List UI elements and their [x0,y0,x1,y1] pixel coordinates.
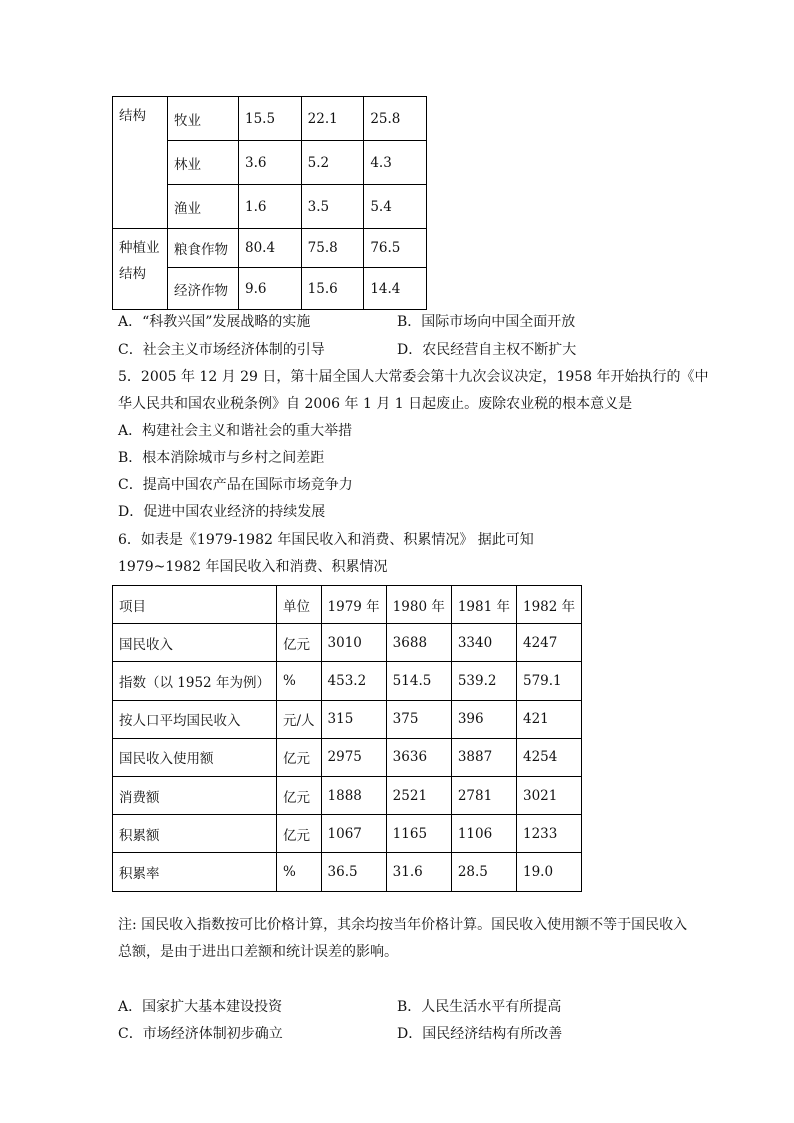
q5-option-a: A．构建社会主义和谐社会的重大举措 [118,423,353,439]
table-cell: 14.4 [364,268,427,310]
table-cell: 牧业 [168,97,239,141]
table-header-cell: 1979 年 [321,586,386,624]
q5-option-d: D．促进中国农业经济的持续发展 [118,504,326,520]
table-cell: 2975 [321,738,386,776]
table-cell: 2781 [451,776,516,814]
table-cell: 28.5 [451,853,516,891]
table-cell: 375 [386,700,451,738]
q4-option-b: B．国际市场向中国全面开放 [397,314,576,330]
table-header-cell: 1981 年 [451,586,516,624]
table-cell: 3.6 [239,141,302,185]
table-row [113,97,427,141]
table-cell: 国民收入 [113,624,277,662]
table-row [113,662,582,700]
table-cell: 积累额 [113,815,277,853]
table-row [113,624,582,662]
table-row [113,853,582,891]
table-cell: 75.8 [301,229,364,268]
table-cell: 3.5 [301,185,364,229]
q6-stem: 6．如表是《1979-1982 年国民收入和消费、积累情况》 据此可知 [118,532,534,548]
table-cell-category: 结构 [113,97,168,229]
table-cell: 15.5 [239,97,302,141]
q5-stem-line1: 5．2005 年 12 月 29 日，第十届全国人大常委会第十九次会议决定，1958 年开始执行的《中 [118,369,709,385]
table-cell: 4247 [516,624,581,662]
table-cell: 亿元 [276,624,321,662]
table-cell: 3688 [386,624,451,662]
table-cell: 积累率 [113,853,277,891]
table-cell: 25.8 [364,97,427,141]
table-cell: 亿元 [276,776,321,814]
table-cell: 元/人 [276,700,321,738]
table-row [113,738,582,776]
table-cell: 19.0 [516,853,581,891]
table-header-row [113,586,582,624]
q6-table-caption: 1979~1982 年国民收入和消费、积累情况 [118,559,388,575]
table-cell-category: 种植业结构 [113,229,168,310]
table-cell: 36.5 [321,853,386,891]
table-cell: 2521 [386,776,451,814]
q6-option-b: B．人民生活水平有所提高 [397,999,562,1015]
table-header-cell: 项目 [113,586,277,624]
q4-option-c: C．社会主义市场经济体制的引导 [118,342,325,358]
table-cell: 消费额 [113,776,277,814]
q5-option-c: C．提高中国农产品在国际市场竞争力 [118,477,353,493]
table-cell: 539.2 [451,662,516,700]
table-cell: 315 [321,700,386,738]
table-header-cell: 单位 [276,586,321,624]
q6-note: 注: 国民收入指数按可比价格计算，其余均按当年价格计算。国民收入使用额不等于国民收入总额，是由于进出口差额和统计误差的影响。 [118,917,688,960]
table-cell: 76.5 [364,229,427,268]
table-cell: 3340 [451,624,516,662]
table-cell: 4254 [516,738,581,776]
table-cell: 3887 [451,738,516,776]
table-cell: 453.2 [321,662,386,700]
table-cell: 579.1 [516,662,581,700]
q6-option-d: D．国民经济结构有所改善 [397,1026,563,1042]
table-cell: 514.5 [386,662,451,700]
table-cell: 亿元 [276,815,321,853]
table-cell: 粮食作物 [168,229,239,268]
table-cell: 1106 [451,815,516,853]
table-cell: 3010 [321,624,386,662]
q6-option-a: A．国家扩大基本建设投资 [118,999,283,1015]
table-cell: 经济作物 [168,268,239,310]
income-table [112,585,582,892]
table-cell: 指数（以 1952 年为例） [113,662,277,700]
table-cell: 396 [451,700,516,738]
table-cell: 1165 [386,815,451,853]
table-cell: 林业 [168,141,239,185]
table-cell: 国民收入使用额 [113,738,277,776]
table-row [113,776,582,814]
table-row [113,700,582,738]
table-cell: 421 [516,700,581,738]
table-header-cell: 1982 年 [516,586,581,624]
table-cell: 4.3 [364,141,427,185]
table-cell: 亿元 [276,738,321,776]
table-row [113,815,582,853]
table-cell: 22.1 [301,97,364,141]
table-cell: 3021 [516,776,581,814]
table-header-cell: 1980 年 [386,586,451,624]
q4-option-a: A．“科教兴国”发展战略的实施 [118,314,311,330]
table-cell: 3636 [386,738,451,776]
table-row [113,229,427,268]
table-cell: 5.2 [301,141,364,185]
table-cell: 1.6 [239,185,302,229]
table-cell: 5.4 [364,185,427,229]
table-cell: 渔业 [168,185,239,229]
table-cell: 按人口平均国民收入 [113,700,277,738]
table-cell: 1233 [516,815,581,853]
table-cell: 9.6 [239,268,302,310]
structure-table [112,96,427,310]
q4-option-d: D．农民经营自主权不断扩大 [397,342,577,358]
q5-option-b: B．根本消除城市与乡村之间差距 [118,450,325,466]
table-cell: 1888 [321,776,386,814]
table-cell: 31.6 [386,853,451,891]
table-cell: 80.4 [239,229,302,268]
table-cell: 1067 [321,815,386,853]
q6-option-c: C．市场经济体制初步确立 [118,1026,283,1042]
table-cell: % [276,662,321,700]
q5-stem-line2: 华人民共和国农业税条例》自 2006 年 1 月 1 日起废止。废除农业税的根本意义是 [118,396,633,412]
table-cell: % [276,853,321,891]
table-cell: 15.6 [301,268,364,310]
